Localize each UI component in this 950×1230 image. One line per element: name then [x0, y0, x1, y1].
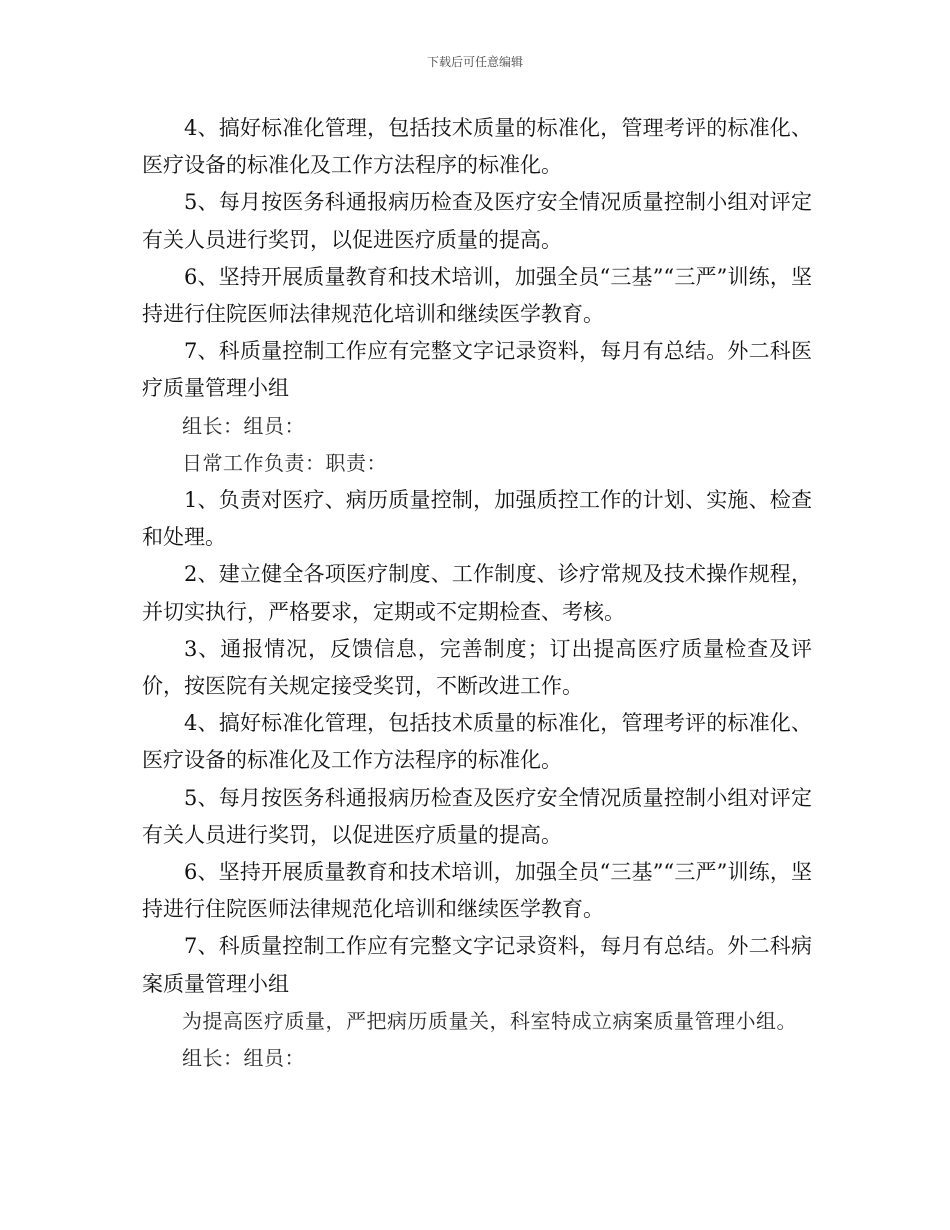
- paragraph-item-5-monthly-review: 5、每月按医务科通报病历检查及医疗安全情况质量控制小组对评定有关人员进行奖罚，以促进医疗质量的提高。: [142, 190, 812, 252]
- paragraph-item-4-standardization: 4、搞好标准化管理，包括技术质量的标准化，管理考评的标准化、医疗设备的标准化及工作方法程序的标准化。: [142, 116, 812, 178]
- duty-item-1: 1、负责对医疗、病历质量控制，加强质控工作的计划、实施、检查和处理。: [142, 488, 812, 550]
- case-group-members-line: 组长：组员：: [182, 1046, 305, 1071]
- daily-duty-line: 日常工作负责：职责：: [182, 450, 387, 475]
- team-members-line: 组长：组员：: [182, 413, 305, 438]
- duty-item-7: 7、科质量控制工作应有完整文字记录资料，每月有总结。外二科病案质量管理小组: [142, 934, 812, 996]
- case-group-intro: 为提高医疗质量，严把病历质量关，科室特成立病案质量管理小组。: [182, 1008, 797, 1033]
- page-header: 下载后可任意编辑: [426, 55, 523, 69]
- paragraph-item-7-records: 7、科质量控制工作应有完整文字记录资料，每月有总结。外二科医疗质量管理小组: [142, 339, 812, 401]
- duty-item-5: 5、每月按医务科通报病历检查及医疗安全情况质量控制小组对评定有关人员进行奖罚，以促进医疗质量的提高。: [142, 785, 812, 847]
- duty-item-2: 2、建立健全各项医疗制度、工作制度、诊疗常规及技术操作规程，并切实执行，严格要求，定期或不定期检查、考核。: [142, 562, 812, 624]
- duty-item-4: 4、搞好标准化管理，包括技术质量的标准化，管理考评的标准化、医疗设备的标准化及工作方法程序的标准化。: [142, 711, 812, 773]
- duty-item-6: 6、坚持开展质量教育和技术培训，加强全员“三基”“三严”训练，坚持进行住院医师法律规范化培训和继续医学教育。: [142, 860, 812, 922]
- paragraph-item-6-training: 6、坚持开展质量教育和技术培训，加强全员“三基”“三严”训练，坚持进行住院医师法律规范化培训和继续医学教育。: [142, 264, 812, 327]
- document-body: [142, 110, 812, 1077]
- duty-item-3: 3、通报情况，反馈信息，完善制度；订出提高医疗质量检查及评价，按医院有关规定接受奖罚，不断改进工作。: [142, 636, 812, 699]
